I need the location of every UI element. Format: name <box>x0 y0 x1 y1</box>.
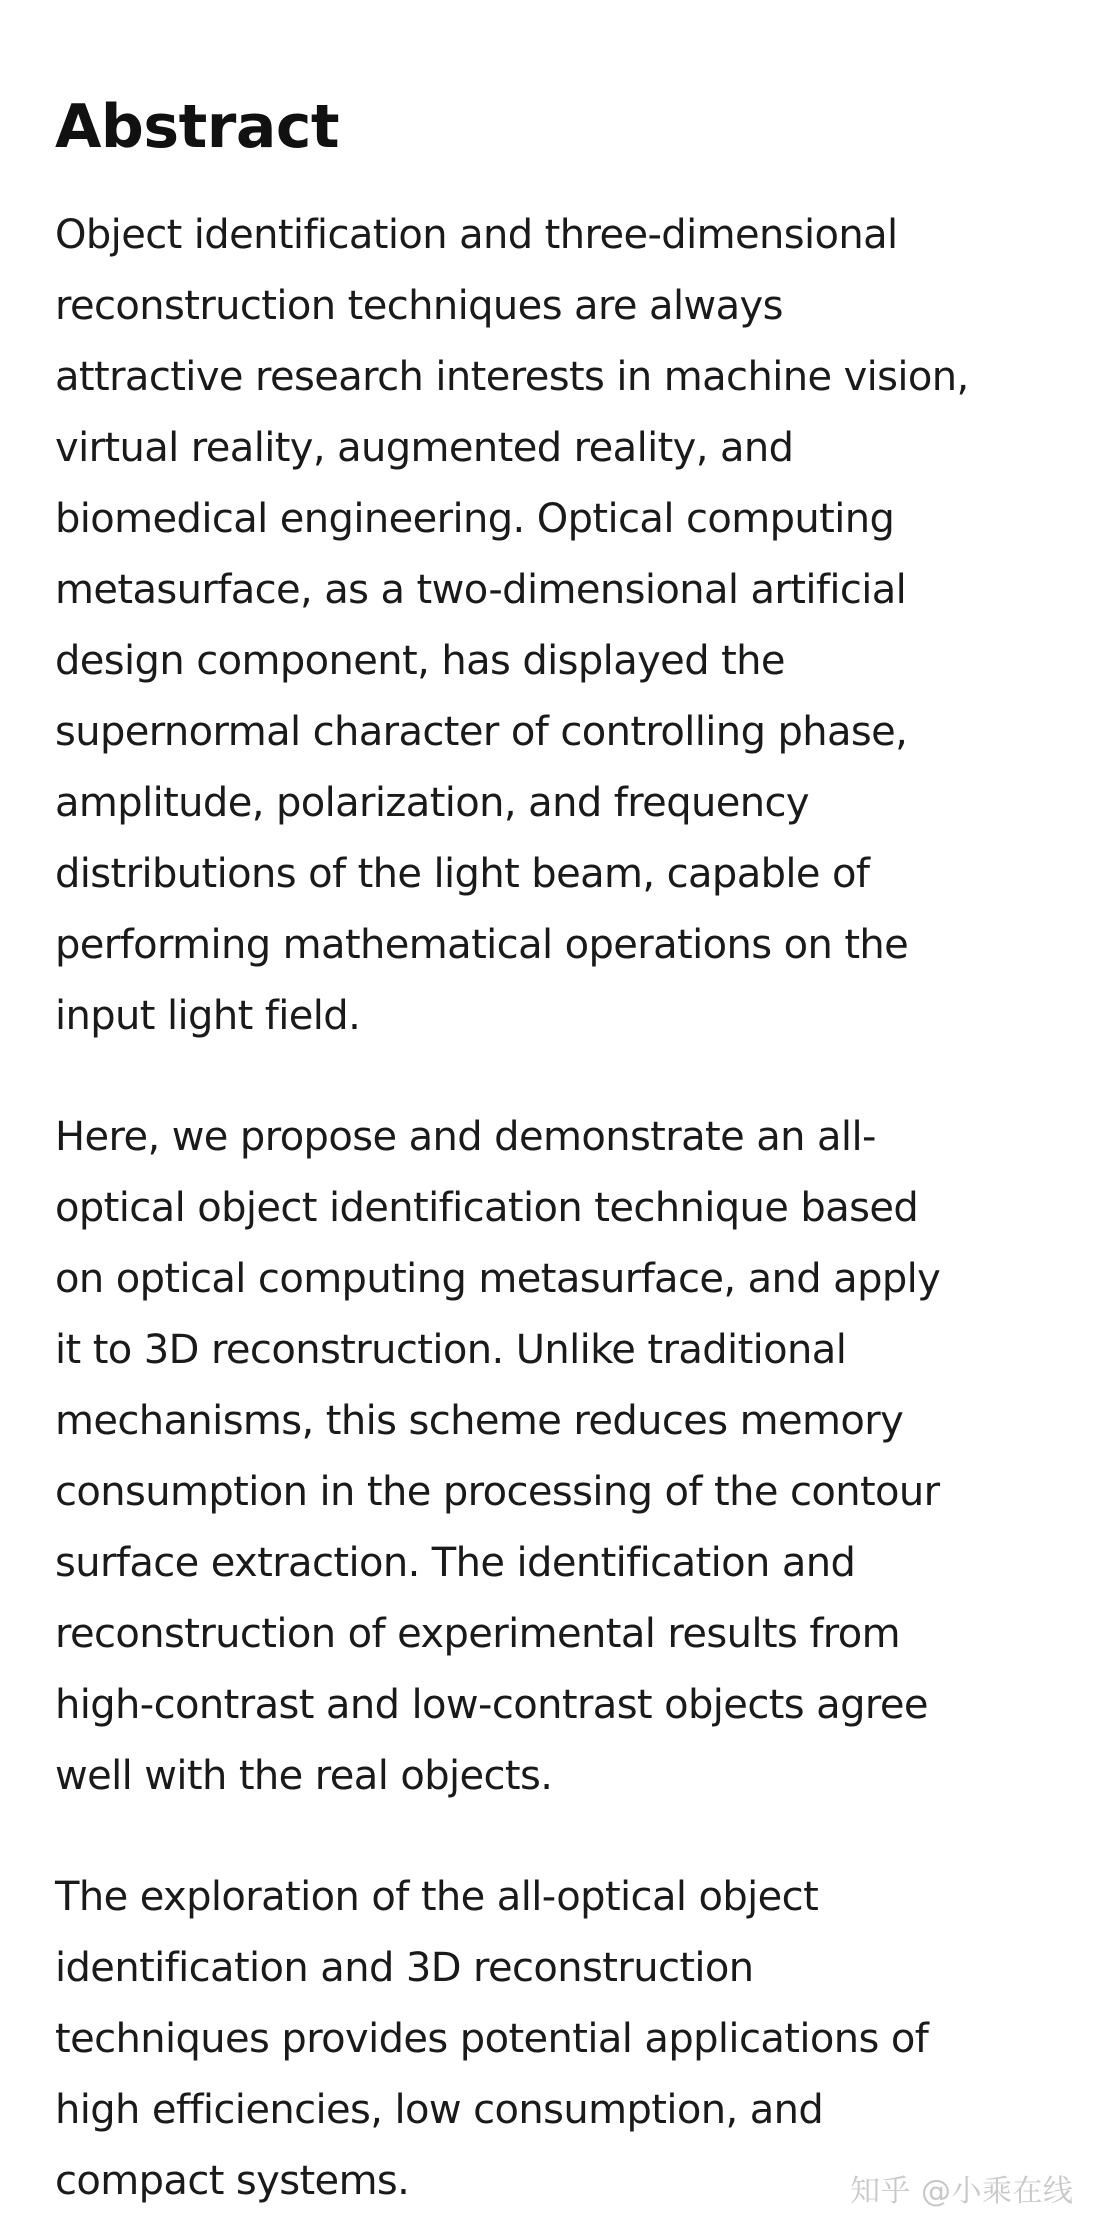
paragraph-line: on optical computing metasurface, and apply <box>55 1256 941 1302</box>
paragraph-line: compact systems. <box>55 2158 410 2204</box>
paragraph-line: design component, has displayed the <box>55 638 785 684</box>
paragraph-line: metasurface, as a two-dimensional artificial <box>55 567 907 613</box>
abstract-paragraph-2 <box>55 1102 1095 1812</box>
paragraph-line: attractive research interests in machine vision, <box>55 354 969 400</box>
abstract-heading: Abstract <box>55 92 340 162</box>
paragraph-line: it to 3D reconstruction. Unlike traditional <box>55 1327 847 1373</box>
paragraph-line: The exploration of the all-optical object <box>55 1874 819 1920</box>
paragraph-line: input light field. <box>55 993 361 1039</box>
paragraph-line: amplitude, polarization, and frequency <box>55 780 809 826</box>
paragraph-line: distributions of the light beam, capable of <box>55 851 870 897</box>
paragraph-line: mechanisms, this scheme reduces memory <box>55 1398 904 1444</box>
paragraph-line: performing mathematical operations on the <box>55 922 909 968</box>
paragraph-line: techniques provides potential applications of <box>55 2016 929 2062</box>
abstract-paragraph-3 <box>55 1862 1095 2217</box>
paragraph-line: Object identification and three-dimensional <box>55 212 898 258</box>
paragraph-line: supernormal character of controlling phase, <box>55 709 908 755</box>
paragraph-line: virtual reality, augmented reality, and <box>55 425 794 471</box>
paragraph-line: high-contrast and low-contrast objects agree <box>55 1682 928 1728</box>
zhihu-watermark: 知乎 @小乘在线 <box>850 2174 1074 2209</box>
paragraph-line: well with the real objects. <box>55 1753 553 1799</box>
paragraph-line: identification and 3D reconstruction <box>55 1945 754 1991</box>
paragraph-line: biomedical engineering. Optical computing <box>55 496 895 542</box>
paragraph-line: optical object identification technique based <box>55 1185 919 1231</box>
paragraph-line: Here, we propose and demonstrate an all- <box>55 1114 876 1160</box>
paragraph-line: reconstruction techniques are always <box>55 283 783 329</box>
abstract-paragraph-1 <box>55 200 1095 1052</box>
paragraph-line: high efficiencies, low consumption, and <box>55 2087 824 2133</box>
paragraph-line: surface extraction. The identification and <box>55 1540 856 1586</box>
paragraph-line: reconstruction of experimental results from <box>55 1611 901 1657</box>
paragraph-line: consumption in the processing of the contour <box>55 1469 940 1515</box>
